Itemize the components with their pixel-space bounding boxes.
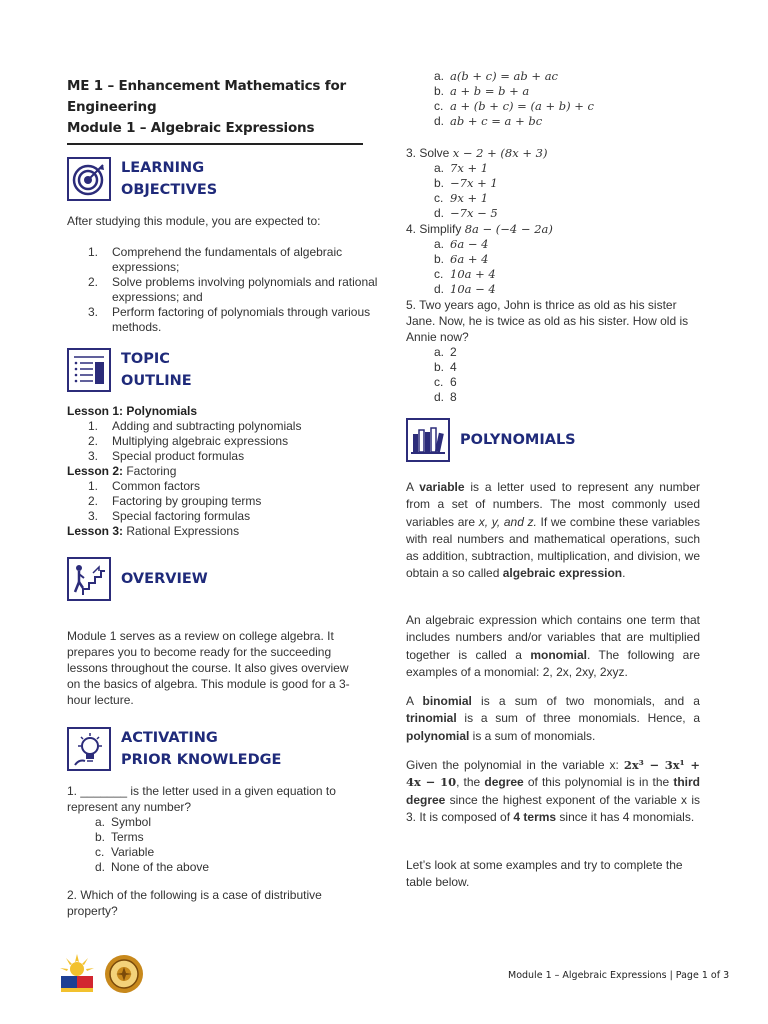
choice-item: c. 9x + 1 [434, 191, 489, 205]
choice-item: d. None of the above [95, 860, 210, 874]
page-footer: Module 1 – Algebraic Expressions | Page 1 of 3 [508, 970, 730, 981]
outline-list-icon [67, 348, 111, 392]
question-4-text: 4. Simplify 8a − (−4 − 2a) [406, 222, 553, 236]
course-title: ME 1 – Enhancement Mathematics for Engineering [67, 78, 346, 115]
lesson-2-heading: Lesson 2: Factoring [67, 464, 177, 478]
choice-item: a. 6a − 4 [434, 237, 489, 251]
question-3 [406, 145, 702, 405]
list-item: 2. Solve problems involving polynomials and rational expressions; and [88, 275, 378, 304]
binomial-paragraph: A binomial is a sum of two monomials, and a trinomial is a sum of three monomials. Hence, a polynomial is a sum of monomials. [406, 694, 700, 743]
list-item: 3. Special factoring formulas [88, 509, 251, 523]
topic-outline-heading [67, 348, 192, 392]
choice-item: c. Variable [95, 845, 155, 859]
lesson-1-heading: Lesson 1: Polynomials [67, 404, 198, 418]
question-3-text: 3. Solve x − 2 + (8x + 3) [406, 146, 548, 160]
choice-item: b. 4 [434, 360, 457, 374]
monomial-paragraph: An algebraic expression which contains one term that includes numbers and/or variables that are multiplied together is called a monomial. The following are examples of a monomial: 2, 2x, 2xy, 2xyz. [406, 613, 700, 679]
prior-title-line1: ACTIVATING [121, 730, 218, 746]
choice-item: d. ab + c = a + bc [434, 114, 543, 128]
overview-text: Module 1 serves as a review on college algebra. It prepares you to become ready for the succeeding lessons throughout the course. It also gives overview on the basics of algebra. This module is good for a 3-hour lecture. [67, 629, 350, 707]
list-item: 1. Common factors [88, 479, 201, 493]
prior-knowledge-heading [67, 727, 281, 771]
list-item: 1. Comprehend the fundamentals of algebraic expressions; [88, 245, 343, 274]
list-item: 2. Multiplying algebraic expressions [88, 434, 289, 448]
question-1 [67, 783, 363, 875]
learning-objectives-heading [67, 157, 217, 201]
choice-item: a. 2 [434, 345, 457, 359]
list-item: 3. Special product formulas [88, 449, 245, 463]
lesson-2-topics [67, 479, 367, 524]
choice-item: a. Symbol [95, 815, 152, 829]
question-4-choices [406, 237, 702, 297]
books-icon [406, 418, 450, 462]
question-5-text: 5. Two years ago, John is thrice as old as his sister Jane. Now, he is twice as old as his sister. How old is Annie now? [406, 298, 689, 344]
choice-item: b. 6a + 4 [434, 252, 489, 266]
choice-item: b. −7x + 1 [434, 176, 498, 190]
target-icon [67, 157, 111, 201]
choice-item: d. 8 [434, 390, 457, 404]
question-3-choices [406, 161, 702, 221]
choice-item: b. a + b = b + a [434, 84, 530, 98]
lesson-1-topics [67, 419, 367, 464]
ched-logo-icon [56, 952, 98, 996]
university-seal-icon [104, 954, 144, 994]
topic-title-line2: OUTLINE [121, 373, 192, 389]
variable-paragraph: A variable is a letter used to represent any number from a set of numbers. The most commonly used variables are x, y, and z. If we combine these variables with real numbers and mathematical operations, such as addition, subtraction, multiplication, and division, we obtain a so called algebraic expression. [406, 480, 700, 581]
header-divider [67, 143, 363, 145]
lesson-3-heading: Lesson 3: Rational Expressions [67, 524, 240, 538]
choice-item: c. 10a + 4 [434, 267, 496, 281]
choice-item: a. a(b + c) = ab + ac [434, 69, 558, 83]
footer-logos [56, 952, 144, 996]
question-2-choices [406, 69, 730, 129]
prior-title-line2: PRIOR KNOWLEDGE [121, 752, 282, 768]
lightbulb-icon [67, 727, 111, 771]
question-2-text: 2. Which of the following is a case of distributive property? [67, 888, 322, 918]
topic-title-line1: TOPIC [121, 351, 170, 367]
polynomials-title: POLYNOMIALS [460, 432, 576, 448]
stairs-climbing-icon [67, 557, 111, 601]
learning-intro: After studying this module, you are expected to: [67, 214, 321, 228]
question-5-choices [406, 345, 702, 405]
overview-title: OVERVIEW [121, 571, 208, 587]
choice-item: a. 7x + 1 [434, 161, 489, 175]
topic-outline-list [67, 404, 367, 539]
objectives-list [67, 245, 412, 335]
question-1-text: 1. _______ is the letter used in a given equation to represent any number? [67, 784, 336, 814]
choice-item: d. 10a − 4 [434, 282, 496, 296]
choice-item: b. Terms [95, 830, 144, 844]
document-header [67, 76, 397, 139]
choice-item: c. a + (b + c) = (a + b) + c [434, 99, 594, 113]
choice-item: d. −7x − 5 [434, 206, 498, 220]
list-item: 2. Factoring by grouping terms [88, 494, 262, 508]
choice-item: c. 6 [434, 375, 457, 389]
polynomials-heading [406, 418, 576, 462]
list-item: 3. Perform factoring of polynomials through various methods. [88, 305, 371, 334]
degree-paragraph: Given the polynomial in the variable x: 2x³ − 3x¹ + 4x − 10, the degree of this polynomial is in the third degree since the highest exponent of the variable x is 3. It is composed of 4 terms since it has 4 monomials. [406, 758, 701, 824]
question-1-choices [67, 815, 363, 875]
list-item: 1. Adding and subtracting polynomials [88, 419, 302, 433]
table-intro-paragraph: Let’s look at some examples and try to complete the table below. [406, 858, 683, 890]
learning-title-line2: OBJECTIVES [121, 182, 218, 198]
module-title: Module 1 – Algebraic Expressions [67, 120, 315, 136]
learning-title-line1: LEARNING [121, 160, 205, 176]
overview-heading [67, 557, 208, 601]
